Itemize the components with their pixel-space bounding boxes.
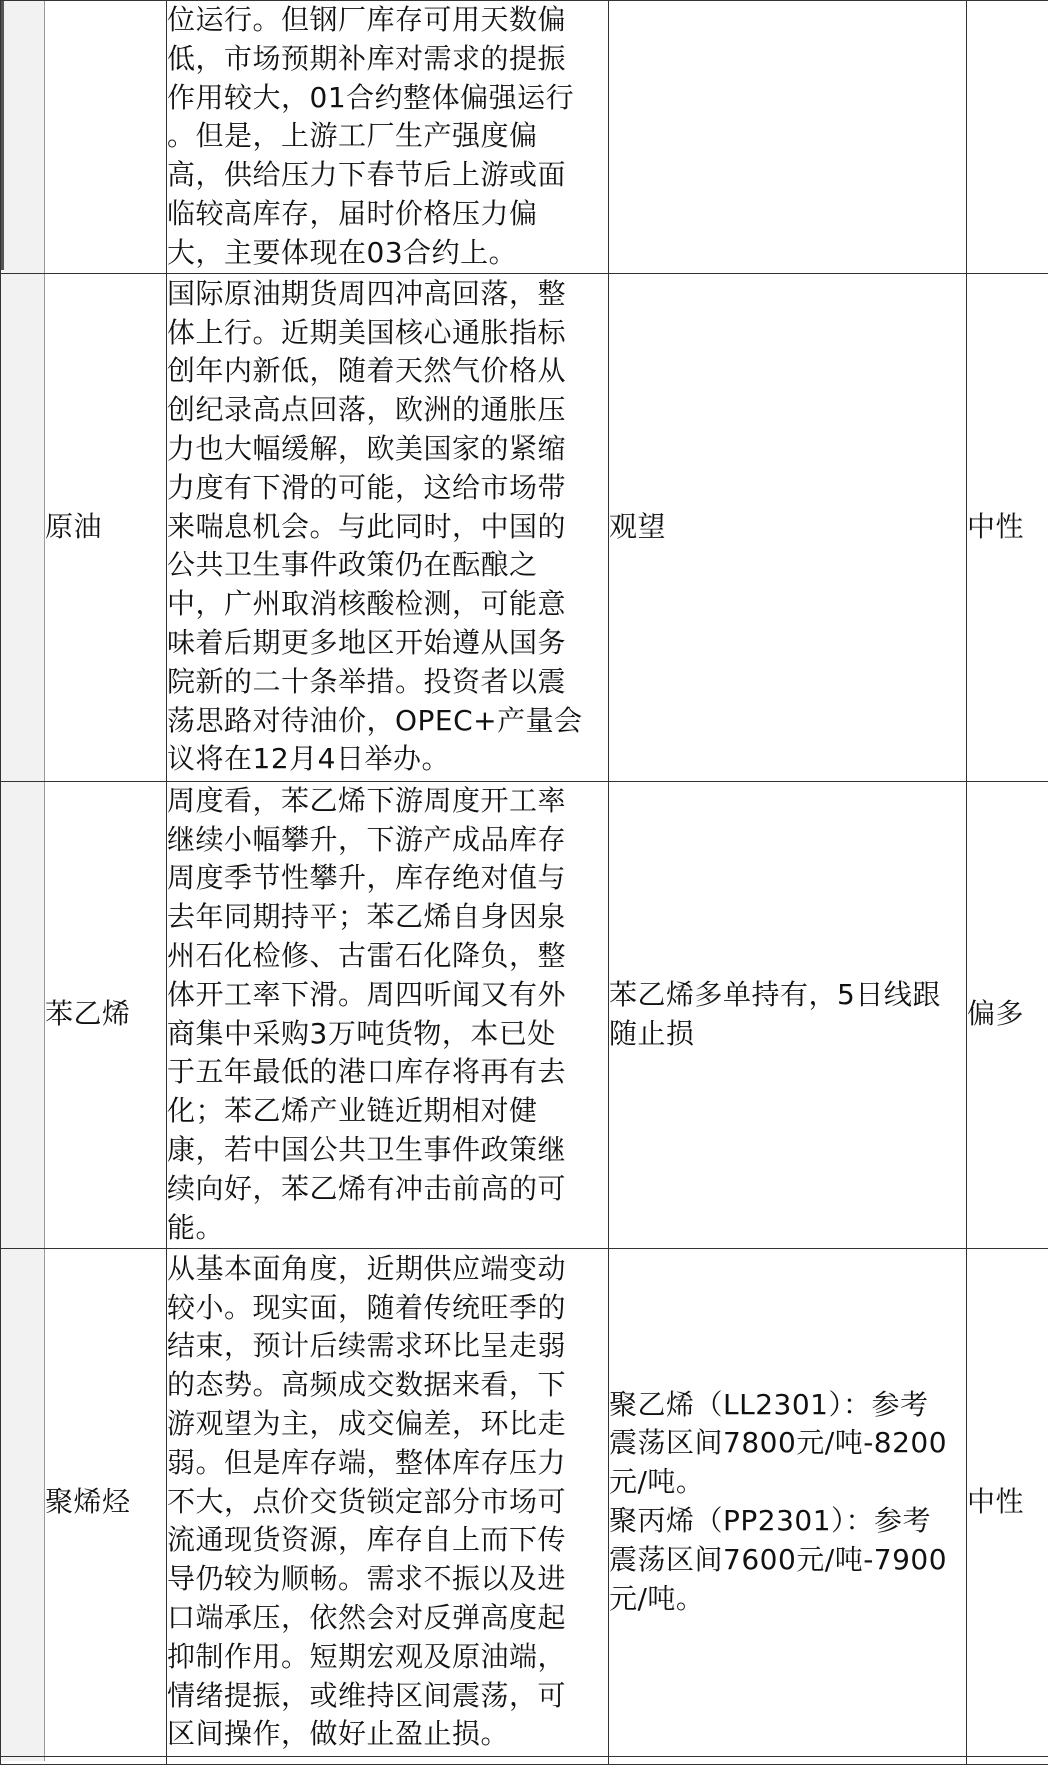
category-cell xyxy=(1,1248,167,1756)
view-cell xyxy=(967,1756,1048,1764)
table-row xyxy=(1,273,1048,781)
category-cell xyxy=(1,1756,167,1764)
category-label: 苯乙烯 xyxy=(1,997,131,1030)
view-cell: 中性 xyxy=(967,273,1048,781)
category-cell xyxy=(1,1,167,274)
description-cell: 位运行。但钢厂库存可用天数偏 低，市场预期补库对需求的提振 作用较大，01合约整体偏强运行 。但是，上游工厂生产强度偏 高，供给压力下春节后上游或面 临较高库存，届时价格压力偏 大，主要体现在03合约上。 xyxy=(167,1,609,274)
strategy-cell: 观望 xyxy=(609,273,967,781)
view-cell: 偏多 xyxy=(967,781,1048,1248)
category-cell xyxy=(1,781,167,1248)
view-cell xyxy=(967,1,1048,274)
strategy-cell xyxy=(609,1,967,274)
strategy-cell: 聚乙烯（LL2301）：参考 震荡区间7800元/吨-8200 元/吨。 聚丙烯（PP2301）：参考 震荡区间7600元/吨-7900 元/吨。 xyxy=(609,1248,967,1756)
table-row xyxy=(1,1756,1048,1764)
category-label: 聚烯烃 xyxy=(1,1485,131,1518)
description-cell: 从基本面角度，近期供应端变动 较小。现实面，随着传统旺季的 结束，预计后续需求环比呈走弱 的态势。高频成交数据来看，下 游观望为主，成交偏差，环比走 弱。但是库存端，整体库存压力 不大，点价交货锁定部分市场可 流通现货资源，库存自上而下传 导仍较为顺畅。需求不振以及进 口端承压，依然会对反弹高度起 抑制作用。短期宏观及原油端， 情绪提振，或维持区间震荡，可 区间操作，做好止盈止损。 xyxy=(167,1248,609,1756)
table-row xyxy=(1,781,1048,1248)
category-label: 原油 xyxy=(1,510,102,543)
table-row xyxy=(1,1248,1048,1756)
table-row xyxy=(1,1,1048,274)
description-cell: 国际原油期货周四冲高回落，整 体上行。近期美国核心通胀指标 创年内新低，随着天然气价格从 创纪录高点回落，欧洲的通胀压 力也大幅缓解，欧美国家的紧缩 力度有下滑的可能，这给市场带 来喘息机会。与此同时，中国的 公共卫生事件政策仍在酝酿之 中，广州取消核酸检测，可能意 味着后期更多地区开始遵从国务 院新的二十条举措。投资者以震 荡思路对待油价，OPEC+产量会 议将在12月4日举办。 xyxy=(167,273,609,781)
category-cell xyxy=(1,273,167,781)
description-cell: 周度看，苯乙烯下游周度开工率 继续小幅攀升，下游产成品库存 周度季节性攀升，库存绝对值与 去年同期持平；苯乙烯自身因泉 州石化检修、古雷石化降负，整 体开工率下滑。周四听闻又有外 商集中采购3万吨货物，本已处 于五年最低的港口库存将再有去 化；苯乙烯产业链近期相对健 康，若中国公共卫生事件政策继 续向好，苯乙烯有冲击前高的可 能。 xyxy=(167,781,609,1248)
strategy-cell: 苯乙烯多单持有，5日线跟 随止损 xyxy=(609,781,967,1248)
description-cell xyxy=(167,1756,609,1764)
strategy-cell xyxy=(609,1756,967,1764)
view-cell: 中性 xyxy=(967,1248,1048,1756)
